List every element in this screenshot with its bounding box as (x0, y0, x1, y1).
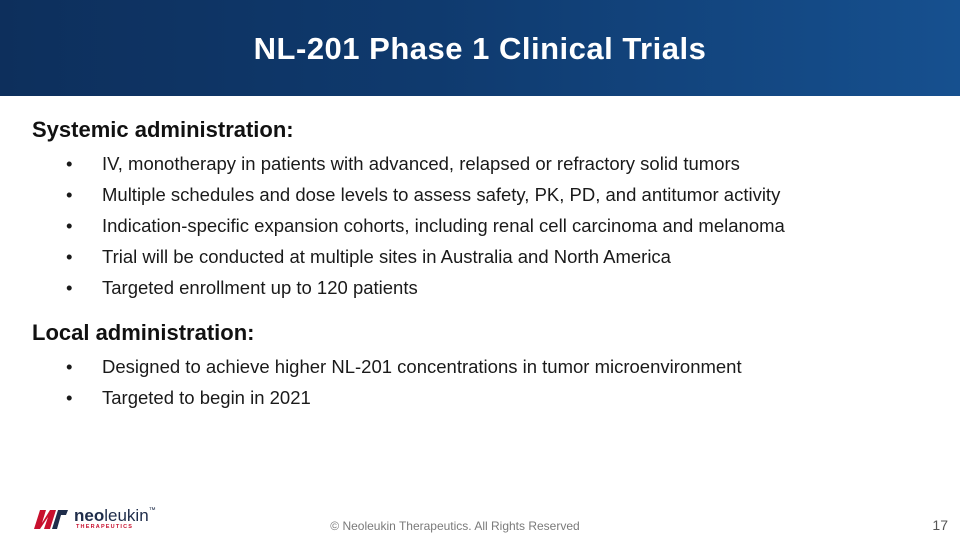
bullet-dot: • (66, 215, 73, 236)
logo-word-neo: neo (74, 506, 105, 526)
bullet-dot: • (66, 387, 73, 408)
logo-word-leukin: leukin (104, 506, 149, 526)
bullet-item (32, 272, 932, 303)
section-local (32, 319, 932, 413)
slide-title: NL-201 Phase 1 Clinical Trials (253, 31, 707, 66)
bullet-item (32, 351, 932, 382)
bullet-item (32, 210, 932, 241)
bullet-dot: • (66, 153, 73, 174)
bullet-dot: • (66, 184, 73, 205)
section-spacer (32, 303, 932, 319)
bullet-text: Targeted enrollment up to 120 patients (102, 277, 418, 298)
copyright-notice: © Neoleukin Therapeutics. All Rights Reserved (330, 519, 580, 533)
title-bar (0, 0, 960, 96)
bullet-dot: • (66, 356, 73, 377)
bullet-text: IV, monotherapy in patients with advanced, relapsed or refractory solid tumors (102, 153, 740, 174)
bullet-text: Indication-specific expansion cohorts, including renal cell carcinoma and melanoma (102, 215, 785, 236)
bullet-item (32, 148, 932, 179)
bullet-item (32, 179, 932, 210)
section-heading: Local administration: (32, 320, 255, 345)
bullet-dot: • (66, 246, 73, 267)
logo-subtitle: THERAPEUTICS (76, 524, 134, 531)
bullet-item (32, 382, 932, 413)
page-number: 17 (932, 517, 948, 533)
bullet-text: Multiple schedules and dose levels to assess safety, PK, PD, and antitumor activity (102, 184, 781, 205)
bullet-list (32, 148, 932, 303)
section-systemic (32, 116, 932, 303)
bullet-item (32, 241, 932, 272)
section-heading: Systemic administration: (32, 117, 294, 142)
bullet-text: Trial will be conducted at multiple sites in Australia and North America (102, 246, 671, 267)
slide-content (32, 116, 932, 413)
logo-trademark: ™ (148, 507, 156, 515)
bullet-text: Targeted to begin in 2021 (102, 387, 311, 408)
bullet-dot: • (66, 277, 73, 298)
bullet-list (32, 351, 932, 413)
bullet-text: Designed to achieve higher NL-201 concentrations in tumor microenvironment (102, 356, 742, 377)
